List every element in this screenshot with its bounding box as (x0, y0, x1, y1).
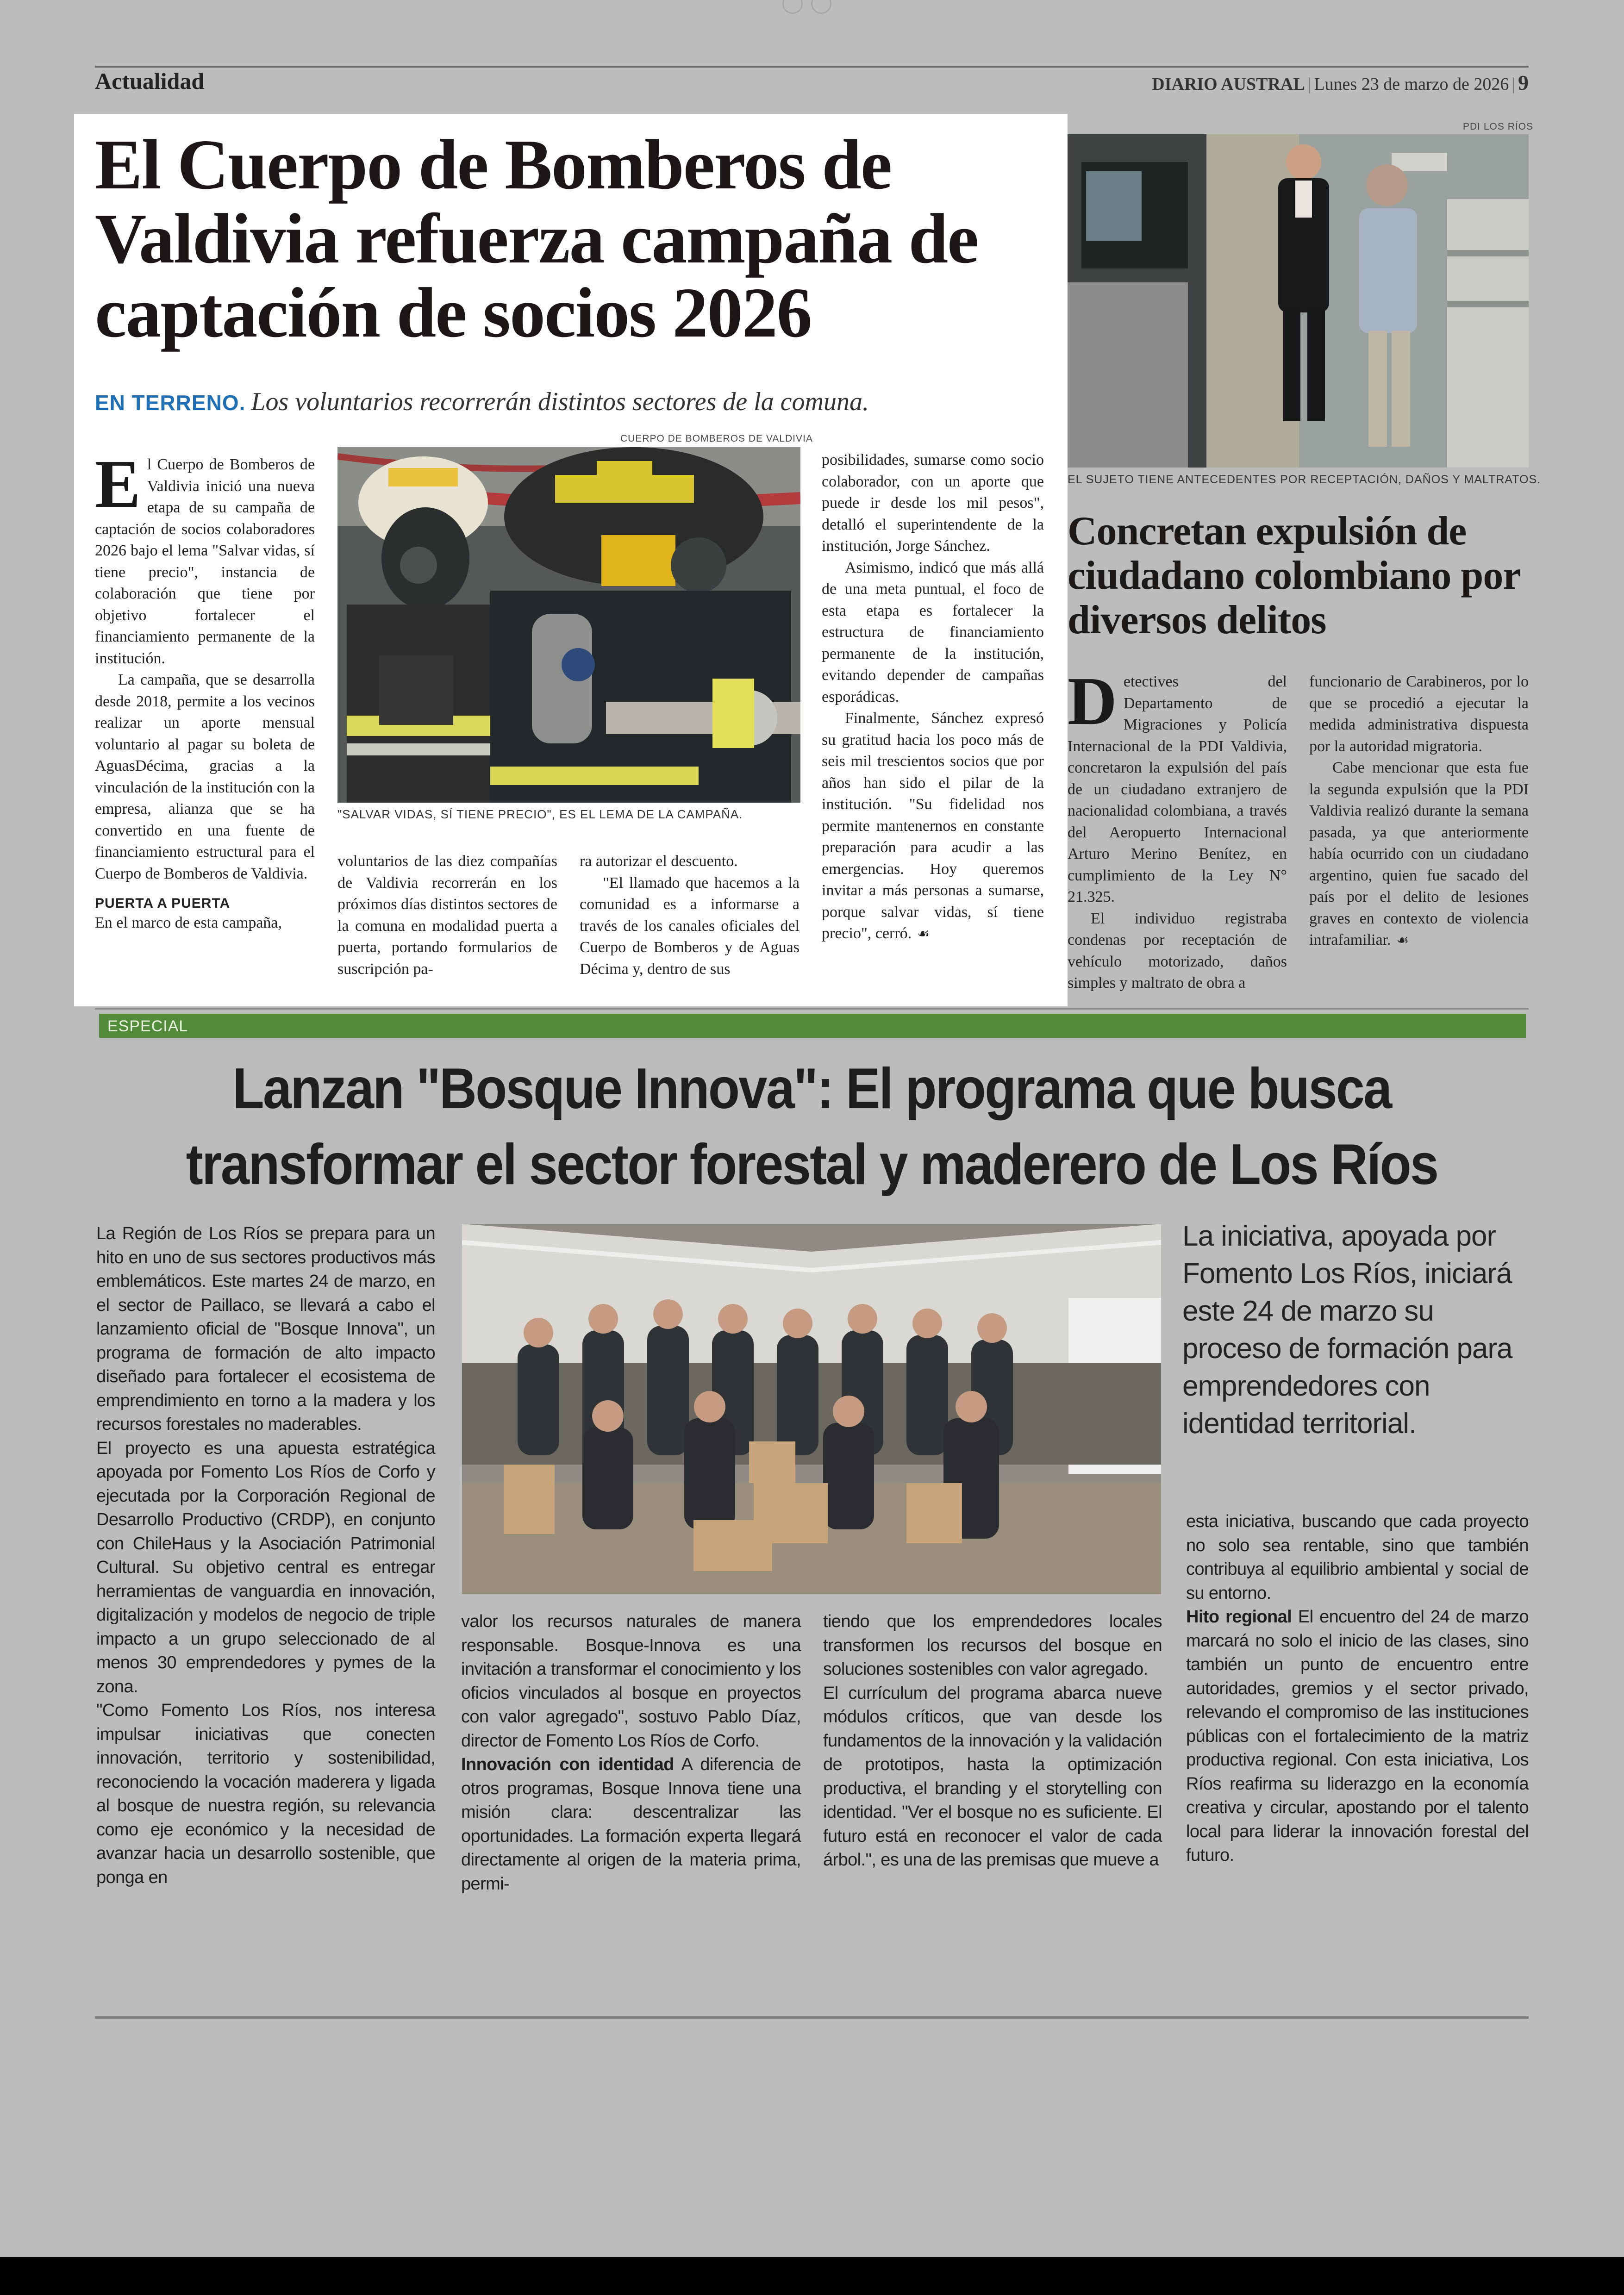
main-headline: El Cuerpo de Bomberos de Valdivia refuerza campaña de captación de socios 2026 (95, 125, 978, 352)
migration-office-photo (1068, 134, 1529, 468)
article-paragraph: En el marco de esta campaña, (95, 914, 282, 931)
main-column-4 (822, 449, 1044, 945)
article-paragraph: El individuo registraba condenas por receptación de vehículo motorizado, daños simples y maltrato de obra a (1068, 910, 1287, 992)
masthead-separator: | (1307, 75, 1312, 94)
special-column-3 (823, 1610, 1162, 1872)
article-paragraph: La Región de Los Ríos se prepara para un hito en uno de sus sectores productivos más emblemáticos. Este martes 24 de marzo, en el sector de Paillaco, se llevará a cabo el lanzamiento oficial de "Bosque Innova", un programa de formación de alto impacto diseñado para fortalecer el ecosistema de emprendimiento en torno a la madera y los recursos forestales no maderables. (96, 1224, 435, 1434)
photo-credit: CUERPO DE BOMBEROS DE VALDIVIA (620, 433, 813, 444)
photo-caption: "SALVAR VIDAS, SÍ TIENE PRECIO", ES EL LEMA DE LA CAMPAÑA. (337, 807, 743, 821)
article-paragraph: La campaña, que se desarrolla desde 2018, permite a los vecinos realizar un aporte mensual voluntario al pagar su boleta de AguasDécima, gracias a la vinculación de la institución con la empresa, alianza que se ha convertido en una fuente de financiamiento estructural para el Cuerpo de Bomberos de Valdivia. (95, 671, 315, 882)
pager-dot-icon[interactable] (811, 0, 831, 14)
main-column-3 (580, 851, 800, 980)
header-rule (95, 66, 1529, 68)
article-paragraph (1309, 757, 1529, 951)
pull-quote: La iniciativa, apoyada por Fomento Los Ríos, iniciará este 24 de marzo su proceso de formación para emprendedores con identidad territorial. (1182, 1220, 1512, 1440)
dropcap: E (95, 446, 141, 522)
pager-dot-icon[interactable] (782, 0, 803, 14)
page-number: 9 (1518, 71, 1529, 94)
article-paragraph (95, 446, 315, 669)
main-subhead (95, 387, 869, 417)
article-paragraph: funcionario de Carabineros, por lo que se procedió a ejecutar la medida administrativa dispuesta por la autoridad migratoria. (1309, 673, 1529, 755)
especial-band (99, 1014, 1526, 1038)
paragraph-text: Cabe mencionar que esta fue la segunda expulsión que la PDI Valdivia realizó durante la semana pasada, ya que anteriormente había ocurrido con un ciudadano argentino, quien fue sacado del país por el delito de lesiones graves en contexto de violencia intrafamiliar. (1309, 759, 1529, 948)
article-paragraph (1068, 663, 1287, 908)
main-article (74, 114, 1068, 1006)
subheading: PUERTA A PUERTA (95, 896, 231, 911)
paragraph-text: etectives del Departamento de Migraciones y Policía Internacional de la PDI Valdivia, concretaron la expulsión del país de un ciudadano extranjero de nacionalidad colombiana, a través del Aeropuerto Internacional Arturo Merino Benítez, en cumplimiento de la Ley N° 21.325. (1068, 673, 1287, 905)
paragraph-text: A diferencia de otros programas, Bosque Innova tiene una misión clara: descentralizar las oportunidades. La formación experta llegará directamente al origen de la materia prima, permi- (461, 1755, 801, 1894)
article-paragraph: valor los recursos naturales de manera responsable. Bosque-Innova es una invitación a transformar el conocimiento y los oficios vinculados al bosque en proyectos con valor agregado", sostuvo Pablo Díaz, director de Fomento Los Ríos de Corfo. (461, 1612, 801, 1751)
section-name: Actualidad (95, 68, 205, 94)
article-paragraph (1186, 1605, 1529, 1868)
article-paragraph: tiendo que los emprendedores locales transformen los recursos del bosque en soluciones sostenibles con valor agregado. (823, 1612, 1162, 1679)
main-column-1 (95, 446, 315, 934)
side-photo-caption: EL SUJETO TIENE ANTECEDENTES POR RECEPTACIÓN, DAÑOS Y MALTRATOS. (1068, 473, 1541, 486)
newspaper-name: DIARIO AUSTRAL (1152, 75, 1305, 94)
kicker: EN TERRENO. (95, 391, 246, 415)
special-column-2 (461, 1610, 801, 1896)
inline-subheading: Hito regional (1186, 1607, 1292, 1627)
bottom-black-bar (0, 2257, 1624, 2295)
article-paragraph: Asimismo, indicó que más allá de una meta puntual, el foco de esta etapa es fortalecer la estructura de financiamiento permanente de la institución, evitando depender de campañas esporádicas. (822, 559, 1044, 705)
article-paragraph: "El llamado que hacemos a la comunidad es a informarse a través de los canales oficiales del Cuerpo de Bomberos y de Aguas Décima y, dentro de sus (580, 874, 800, 978)
article-paragraph (461, 1753, 801, 1896)
article-paragraph: voluntarios de las diez compañías de Valdivia recorrerán en los próximos días distintos sectores de la comuna en modalidad puerta a puerta, portando formularios de suscripción pa- (337, 853, 557, 978)
end-mark-icon: ☙ (1396, 932, 1409, 948)
article-paragraph: "Como Fomento Los Ríos, nos interesa impulsar iniciativas que conecten innovación, territorio y sostenibilidad, reconociendo la vocación maderera y ligada al bosque de nuestra región, su relevancia como eje económico y la necesidad de avanzar hacia un desarrollo sostenible, que ponga en (96, 1701, 435, 1887)
special-headline: Lanzan "Bosque Innova": El programa que busca transformar el sector forestal y maderero de Los Ríos (186, 1057, 1438, 1197)
pager-dots[interactable] (782, 0, 843, 14)
side-photo-credit: PDI LOS RÍOS (1463, 121, 1534, 132)
footer-rule (95, 2016, 1529, 2019)
special-column-1 (96, 1222, 435, 1890)
subhead-text: Los voluntarios recorrerán distintos sectores de la comuna. (251, 387, 869, 416)
issue-date: Lunes 23 de marzo de 2026 (1314, 75, 1509, 94)
article-paragraph: El currículum del programa abarca nueve módulos críticos, que van desde los fundamentos de la innovación y la validación de prototipos, hasta la optimización productiva, el branding y el storytelling con identidad. "Ver el bosque no es suficiente. El futuro está en reconocer el valor de cada árbol.", es una de las premisas que mueve a (823, 1683, 1162, 1870)
inline-subheading: Innovación con identidad (461, 1755, 674, 1774)
end-mark-icon: ☙ (917, 926, 930, 942)
especial-label: ESPECIAL (107, 1017, 188, 1035)
article-paragraph: esta iniciativa, buscando que cada proyecto no solo sea rentable, sino que también contribuya al equilibrio ambiental y social de su entorno. (1186, 1512, 1529, 1603)
section-rule (95, 1008, 1529, 1010)
firefighters-photo (337, 447, 800, 803)
masthead-separator: | (1512, 75, 1515, 94)
article-paragraph: El proyecto es una apuesta estratégica apoyada por Fomento Los Ríos de Corfo y ejecutada por la Corporación Regional de Desarrollo Productivo (CRDP), en conjunto con ChileHaus y la Asociación Patrimonial Cultural. Su objetivo central es entregar herramientas de vanguardia en innovación, digitalización y modelos de negocio de triple impacto a un grupo seleccionado de al menos 30 emprendedores y pymes de la zona. (96, 1438, 435, 1696)
bosque-innova-team-photo (462, 1224, 1161, 1594)
side-headline: Concretan expulsión de ciudadano colombiano por diversos delitos (1068, 509, 1520, 642)
paragraph-text: El encuentro del 24 de marzo marcará no solo el inicio de las clases, sino también un punto de encuentro entre autoridades, gremios y el sector privado, relevando el compromiso de las instituciones públicas con el fortalecimiento de la matriz productiva regional. Con esta iniciativa, Los Ríos reafirma su liderazgo en la economía creativa y circular, apostando por el talento local para liderar la innovación forestal del futuro. (1186, 1607, 1529, 1865)
dropcap: D (1068, 663, 1117, 739)
side-column-1 (1068, 663, 1287, 994)
office-illustration (1068, 134, 1529, 468)
main-column-2 (337, 851, 557, 980)
side-column-2 (1309, 671, 1529, 951)
paragraph-text: l Cuerpo de Bomberos de Valdivia inició una nueva etapa de su campaña de captación de socios colaboradores 2026 bajo el lema "Salvar vidas, sí tiene precio", instancia de colaboración que tiene por objetivo fortalecer el financiamiento permanente de la institución. (95, 456, 315, 667)
paragraph-text: Finalmente, Sánchez expresó su gratitud hacia los poco más de seis mil trescientos socios que por años han sido el pilar de la institución. "Su fidelidad nos permite mantenernos en constante preparación para acudir a las emergencias. Hoy queremos invitar a más personas a sumarse, porque salvar vidas, sí tiene precio", cerró. (822, 710, 1044, 942)
special-column-4 (1186, 1510, 1529, 1868)
masthead (1152, 70, 1529, 95)
article-paragraph: ra autorizar el descuento. (580, 853, 738, 870)
team-illustration (462, 1224, 1161, 1594)
article-paragraph (822, 708, 1044, 945)
article-paragraph: posibilidades, sumarse como socio colaborador, con un aporte que puede ir desde los mil pesos", detalló el superintendente de la institución, Jorge Sánchez. (822, 451, 1044, 555)
firefighters-illustration (337, 447, 800, 803)
